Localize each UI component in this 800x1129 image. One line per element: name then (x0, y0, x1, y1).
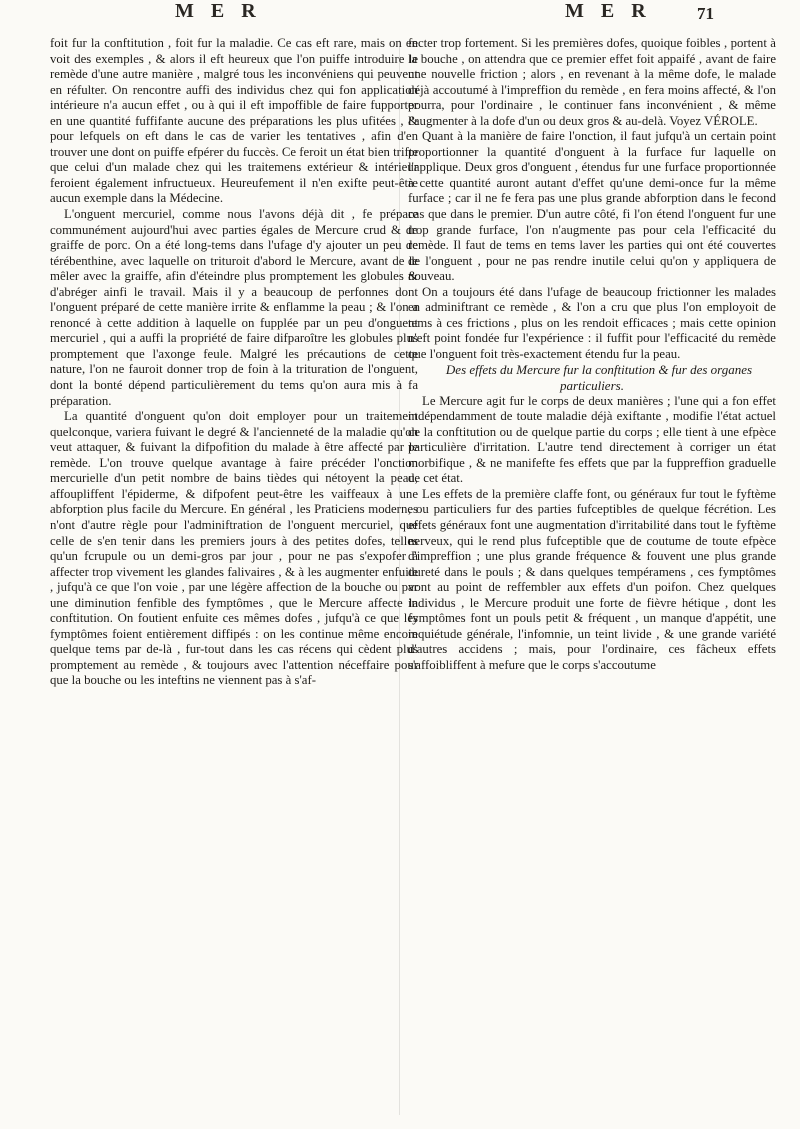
section-title: Des effets du Mercure fur la conftitution & fur des organes particuliers. (445, 362, 753, 394)
paragraph: On a toujours été dans l'ufage de beaucoup frictionner les malades en adminiftrant ce remède , & l'on a cru que plus l'on employoit de tems à ces frictions , plus on les rendoit efficaces ; mais cette opinion n'eft point fondée fur l'expérience : il fuffit pour l'efficacité du remède que l'onguent foit très-exactement étendu fur la peau. (408, 284, 776, 361)
paragraph: Le Mercure agit fur le corps de deux manières ; l'une qui a fon effet indépendamment de toute maladie déjà exiftante , modifie l'état actuel de la conftitution ou de quelque partie du corps ; elle tient à une efpèce particulière d'irritation. L'autre tend directement à corriger un état morbifique , & ne manifefte fes effets que par la fuppreffion graduelle de cet état. (408, 393, 776, 486)
right-column (408, 36, 776, 1124)
paragraph: La quantité d'onguent qu'on doit employer pour un traitement quelconque, variera fuivant le degré & l'ancienneté de la maladie qu'on veut attaquer, & fuivant la difpofition du malade à être affecté par le remède. L'on trouve quelque avantage à faire précéder l'onction mercurielle d'un petit nombre de bains tièdes qui nétoyent la peau, affoupliffent l'épiderme, & difpofent peut-être les vaiffeaux à une abforption plus facile du Mercure. En général , les Praticiens modernes n'ont d'autre règle pour l'adminiftration de l'onguent mercuriel, que celle de s'en tenir dans les premiers jours à des petites dofes, telles qu'un fcrupule ou un demi-gros par jour , pour ne pas s'expofer à affecter trop vivement les glandes falivaires , & à les augmenter enfuite , jufqu'à ce que l'on voie , par une légère affection de la bouche ou par une diminution fenfible des fymptômes , que le Mercure affecte la conftitution. On foutient enfuite ces mêmes dofes , jufqu'à ce que les fymptômes foient entièrement diffipés : on les continue même encore quelque tems par de-là , fur-tout dans les cas récens qui cèdent plus promptement au remède , & toujours avec l'attention néceffaire pour que la bouche ou les inteftins ne viennent pas à s'af- (50, 409, 418, 688)
paragraph: foit fur la conftitution , foit fur la maladie. Ce cas eft rare, mais on en voit des exemples , & alors il eft heureux que l'on puiffe introduire le remède d'une autre manière , malgré tous les inconvéniens qui peuvent en réfulter. On rencontre auffi des individus chez qui fon application intérieure n'a aucun effet , ou à qui il eft impoffible de faire fupporter en une quantité fuffifante aucune des préparations les plus ufitées , & pour lefquels on eft dans le cas de varier les tentatives , afin d'en trouver une dont on puiffe efpérer du fuccès. Ce feroit un état bien trifte que celui d'un malade chez qui les traitemens extérieur & intérieur feroient également infructueux. Heureufement il n'en exifte peut-être aucun exemple dans la Médecine. (50, 36, 418, 206)
paragraph: Les effets de la première claffe font, ou généraux fur tout le fyftème , ou particuliers fur des parties fufceptibles de quelque fécrétion. Les effets généraux font une augmentation d'irritabilité dans tout le fyftème nerveux, qui le rend plus fufceptible que de coutume de toute efpèce d'impreffion ; une plus grande fréquence & fouvent une plus grande dureté dans le pouls ; & dans quelques tempéramens , ces fymptômes vont au point de reffembler aux effets d'un poifon. Chez quelques individus , le Mercure produit une forte de fièvre hétique , dont les fymptômes font un pouls petit & fréquent , un manque d'appétit, une inquiétude générale, l'infomnie, un teint livide , & une grande variété d'autres accidens ; mais, pour l'ordinaire, ces fâcheux effets s'affoibliffent à mefure que le corps s'accoutume (408, 486, 776, 672)
page-header (0, 0, 800, 34)
running-head-left: M E R (175, 0, 262, 22)
paragraph: Quant à la manière de faire l'onction, il faut jufqu'à un certain point proportionner la quantité d'onguent à la furface fur laquelle on l'applique. Deux gros d'onguent , étendus fur une furface proportionnée à cette quantité auront autant d'effet qu'une demi-once fur la même furface ; car il ne fe fera pas une plus grande abforption dans le fecond cas que dans le premier. D'un autre côté, fi l'on étend l'onguent fur une trop grande furface, l'on n'augmente pas pour cela l'efficacité du remède. Il faut de tems en tems laver les parties qui ont été couvertes de l'onguent , pour ne pas rendre inutile celui qu'on y appliquera de nouveau. (408, 129, 776, 284)
paragraph: fecter trop fortement. Si les premières dofes, quoique foibles , portent à la bouche , on attendra que ce premier effet foit appaifé , avant de faire une nouvelle friction ; alors , en revenant à la même dofe, le malade déjà accoutumé à l'impreffion du remède , en fera moins affecté, & l'on pourra, pour l'ordinaire , le continuer fans inconvénient , & même l'augmenter à la dofe d'un ou deux gros & au-delà. Voyez VÉROLE. (408, 36, 776, 128)
left-column (50, 36, 418, 1124)
running-head-right: M E R (565, 0, 652, 22)
paragraph: L'onguent mercuriel, comme nous l'avons déjà dit , fe prépare communément aujourd'hui avec parties égales de Mercure crud & de graiffe de porc. On a été long-tems dans l'ufage d'y ajouter un peu de térébenthine, avec laquelle on trituroit d'abord le Mercure, avant de le mêler avec la graiffe, afin d'éteindre plus promptement les globules & d'abréger ainfi le travail. Mais il y a beaucoup de perfonnes dont l'onguent préparé de cette manière irrite & enflamme la peau ; & l'on a renoncé à cette addition à laquelle on fupplée par un peu d'onguent mercuriel , qui a auffi la propriété de faire difparoître les globules plus promptement que l'axonge feule. Malgré les précautions de cette nature, l'on ne fauroit donner trop de foin à la trituration de l'onguent, dont la bonté dépend particulièrement du tems qu'on aura mis à fa préparation. (50, 207, 418, 408)
page-number: 71 (697, 4, 714, 23)
